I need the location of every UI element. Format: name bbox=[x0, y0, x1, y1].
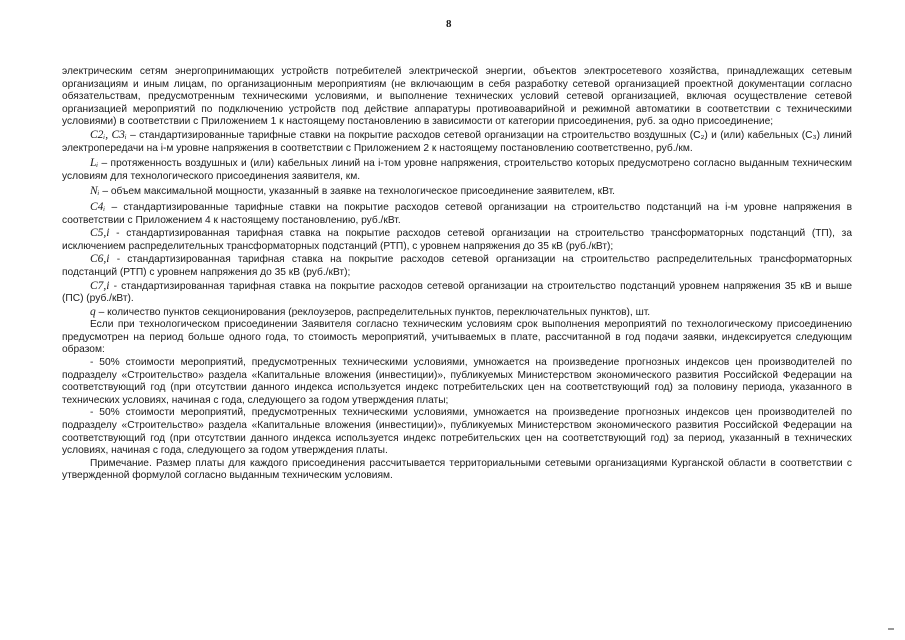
definition-c6 bbox=[62, 253, 852, 279]
definition-n bbox=[62, 185, 852, 199]
definition-c4 bbox=[62, 201, 852, 227]
list-item-second-half: - 50% стоимости мероприятий, предусмотренных техническими условиями, умножается на произведение прогнозных индексов цен производителей по подразделу «Строительство» раздела «Капитальные вложения (инвестиции)», публикуемых Министерством экономического развития Российской Федерации на соответствующий год (при отсутствии данного индекса используется индекс потребительских цен на соответствующий год) за период, указанный в технических условиях, начиная с года, следующего за годом утверждения платы. bbox=[62, 407, 852, 457]
definition-text: - стандартизированная тарифная ставка на покрытие расходов сетевой организации на строительство подстанций уровнем напряжения 35 кВ и выше (ПС) (руб./кВт). bbox=[62, 280, 852, 305]
symbol-l: Lᵢ bbox=[90, 157, 99, 170]
definition-c7 bbox=[62, 280, 852, 306]
definition-text: - стандартизированная тарифная ставка на покрытие расходов сетевой организации на строительство трансформаторных подстанций (ТП), за исключением распределительных трансформаторных подстанций (РТП), с уровнем напряжения до 35 кВ (руб./кВт); bbox=[62, 228, 852, 252]
scan-artifact bbox=[888, 628, 894, 630]
paragraph-continuation: электрическим сетям энергопринимающих устройств потребителей электрической энергии, объектов электросетевого хозяйства, принадлежащих сетевым организациям и иным лицам, по организационным мероприятиям (не включающим в себя разработку сетевой организацией проектной документации согласно обязательствам, предусмотренным техническими условиями, и выполнение технических условий сетевой организацией, включая осуществление сетевой организацией мероприятий по подключению устройств под действие аппаратуры противоаварийной и режимной автоматики в соответствии с техническими условиями) в соответствии с Приложением 1 к настоящему постановлению в зависимости от категории присоединения, руб. за одно присоединение; bbox=[62, 66, 852, 128]
symbol-n: Nᵢ bbox=[90, 185, 100, 198]
symbol-c4: C4ᵢ bbox=[90, 200, 106, 213]
definition-text: – протяженность воздушных и (или) кабельных линий на i-том уровне напряжения, строительство которых предусмотрено согласно выданным техническим условиям для технологического присоединения заявителя, км. bbox=[62, 158, 852, 182]
document-body bbox=[62, 66, 852, 483]
symbol-c6: C6,i bbox=[90, 253, 110, 266]
definition-l bbox=[62, 157, 852, 183]
definition-c2-c3 bbox=[62, 129, 852, 155]
symbol-c7: C7,i bbox=[90, 279, 110, 292]
page-number: 8 bbox=[446, 18, 452, 30]
definition-c5 bbox=[62, 227, 852, 253]
definition-text: - стандартизированная тарифная ставка на покрытие расходов сетевой организации на строительство распределительных трансформаторных подстанций (РТП) с уровнем напряжения до 35 кВ (руб./кВт); bbox=[62, 254, 852, 278]
symbol-q: q bbox=[90, 305, 96, 318]
definition-q bbox=[62, 306, 852, 320]
list-item-first-half: - 50% стоимости мероприятий, предусмотренных техническими условиями, умножается на произведение прогнозных индексов цен производителей по подразделу «Строительство» раздела «Капитальные вложения (инвестиции)», публикуемых Министерством экономического развития Российской Федерации на соответствующий год (при отсутствии данного индекса используется индекс потребительских цен на соответствующий год) за половину периода, указанного в технических условиях, начиная с года, следующего за годом утверждения платы; bbox=[62, 357, 852, 406]
definition-text: – количество пунктов секционирования (реклоузеров, распределительных пунктов, переключательных пунктов), шт. bbox=[95, 306, 651, 318]
definition-text: – стандартизированные тарифные ставки на покрытие расходов сетевой организации на строительство воздушных (C₂) и (или) кабельных (C₃) линий электропередачи на i-м уровне напряжения в соответствии с Приложением 2 к настоящему постановлению соответственно, руб./км. bbox=[62, 129, 852, 154]
paragraph-note: Примечание. Размер платы для каждого присоединения рассчитывается территориальными сетевыми организациями Курганской области в соответствии с утвержденной формулой согласно выданным техническим условиям. bbox=[62, 457, 852, 482]
symbol-c5: C5,i bbox=[90, 227, 110, 240]
paragraph-indexation: Если при технологическом присоединении Заявителя согласно техническим условиям срок выполнения мероприятий по технологическому присоединению предусмотрен на период больше одного года, то стоимость мероприятий, учитываемых в плате, рассчитанной в год подачи заявки, индексируется следующим образом: bbox=[62, 319, 852, 356]
definition-text: – объем максимальной мощности, указанный в заявке на технологическое присоединение заявителем, кВт. bbox=[99, 186, 615, 198]
definition-text: – стандартизированные тарифные ставки на покрытие расходов сетевой организации на строительство подстанций на i-м уровне напряжения в соответствии с Приложением 4 к настоящему постановлению, руб./кВт. bbox=[62, 201, 852, 226]
symbol-c2-c3: C2ᵢ, C3ᵢ bbox=[90, 128, 127, 141]
